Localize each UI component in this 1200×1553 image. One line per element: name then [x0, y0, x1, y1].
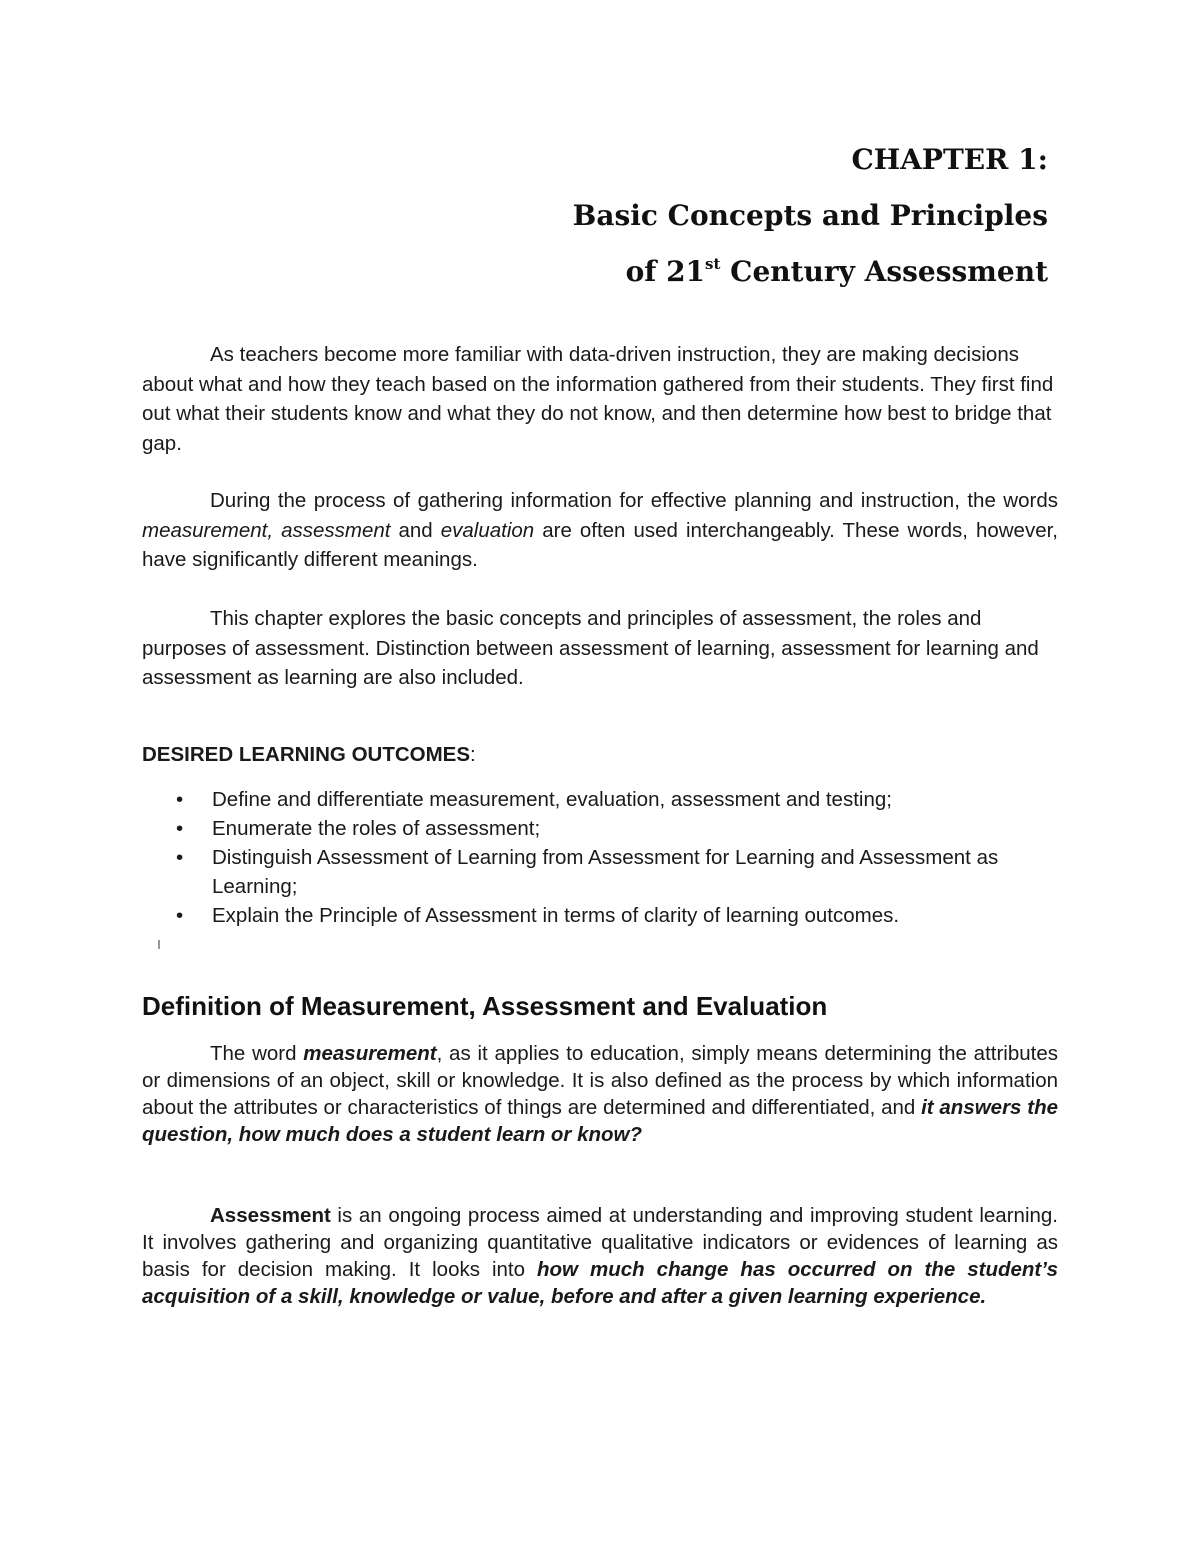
list-item: • Define and differentiate measurement, evaluation, assessment and testing; [142, 785, 1042, 814]
measurement-paragraph: The word measurement, as it applies to education, simply means determining the attributes or dimensions of an object, skill or knowledge. It is also defined as the process by which information about the attributes or characteristics of things are determined and differentiated, and it answers the question, how much does a student learn or know? [142, 1042, 1058, 1146]
chapter-title-line-1: Basic Concepts and Principles [572, 199, 1048, 232]
chapter-title-line-2 [573, 252, 1048, 292]
title-superscript-st: st [705, 255, 721, 273]
bullet-icon: • [176, 788, 184, 811]
bullet-icon: • [176, 817, 184, 840]
assessment-emphasis: how much change has occurred on the student’s acquisition of a skill, knowledge or value, before and after a given learning experience. [142, 1258, 1058, 1308]
bullet-icon: • [176, 846, 184, 869]
assessment-paragraph: Assessment is an ongoing process aimed at understanding and improving student learning. It involves gathering and organizing quantitative qualitative indicators or evidences of learning as basis for decision making. It looks into how much change has occurred on the student’s acquisition of a skill, knowledge or value, before and after a given learning experience. [142, 1204, 1058, 1308]
chapter-title-block [573, 140, 1048, 292]
term-evaluation: evaluation [440, 518, 535, 542]
list-item: • Distinguish Assessment of Learning from Assessment for Learning and Assessment as Learning; [142, 843, 1042, 901]
chapter-number: CHAPTER 1: [851, 143, 1048, 176]
learning-outcomes-list [142, 785, 1042, 930]
bullet-icon: • [176, 904, 184, 927]
intro-paragraph-1: As teachers become more familiar with data-driven instruction, they are making decisions about what and how they teach based on the information gathered from their students. They first find out what their students know and what they do not know, and then determine how best to bridge that gap. [142, 343, 1054, 455]
measurement-emphasis: it answers the question, how much does a student learn or know? [142, 1096, 1058, 1146]
stray-mark [158, 940, 160, 949]
section-heading: Definition of Measurement, Assessment and Evaluation [142, 991, 828, 1021]
term-measurement: measurement, [142, 518, 274, 542]
title-of-21: of 21 [625, 255, 706, 288]
title-century-assessment: Century Assessment [720, 255, 1048, 288]
list-item: • Enumerate the roles of assessment; [142, 814, 1042, 843]
learning-outcomes-heading: DESIRED LEARNING OUTCOMES: [142, 743, 476, 766]
intro-paragraph-2: During the process of gathering information for effective planning and instruction, the words measurement, assessment and evaluation are often used interchangeably. These words, however, have significantly different meanings. [142, 489, 1058, 571]
list-item: • Explain the Principle of Assessment in terms of clarity of learning outcomes. [142, 901, 1042, 930]
term-assessment-bold: Assessment [210, 1204, 331, 1227]
term-assessment: assessment [281, 518, 391, 542]
term-measurement-bold: measurement [303, 1042, 437, 1065]
intro-paragraph-3: This chapter explores the basic concepts and principles of assessment, the roles and purposes of assessment. Distinction between assessment of learning, assessment for learning and assessment as learning are also included. [142, 607, 1039, 689]
